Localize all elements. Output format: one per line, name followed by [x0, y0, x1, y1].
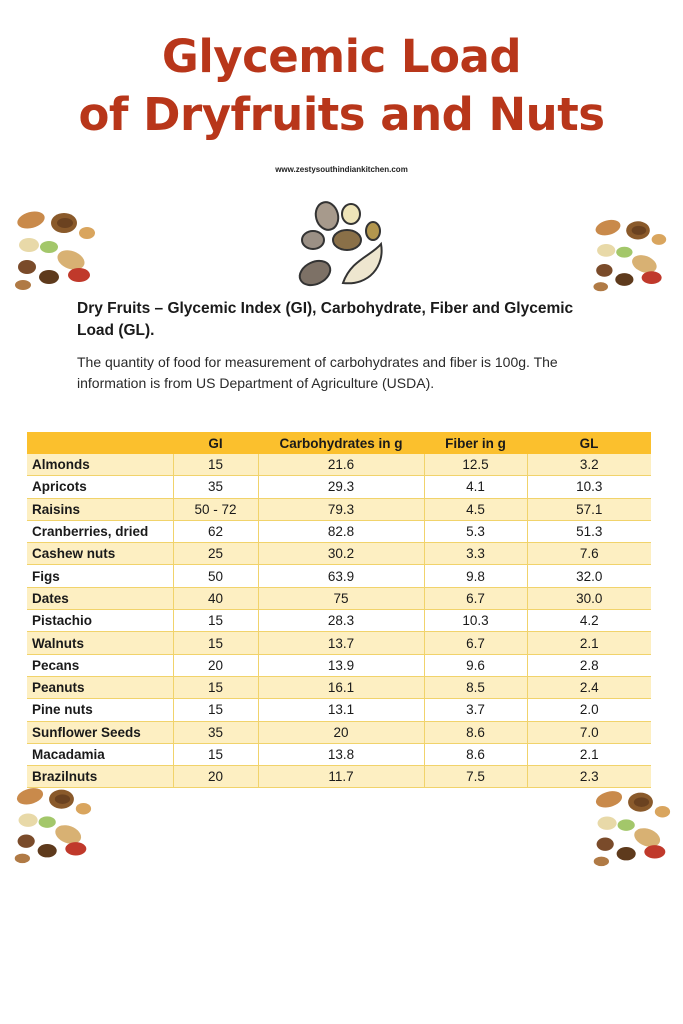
table-row	[27, 721, 651, 743]
cell-carbohydrates: 11.7	[258, 766, 424, 788]
table-row	[27, 610, 651, 632]
table-header-row	[27, 432, 651, 454]
cell-carbohydrates: 13.9	[258, 654, 424, 676]
cell-fiber: 9.8	[424, 565, 527, 587]
cell-carbohydrates: 28.3	[258, 610, 424, 632]
section-heading: Dry Fruits – Glycemic Index (GI), Carbohydrate, Fiber and Glycemic Load (GL).	[77, 300, 574, 339]
table-row	[27, 654, 651, 676]
cell-gl: 2.3	[527, 766, 651, 788]
cell-food: Raisins	[27, 498, 173, 520]
cell-gi: 20	[173, 654, 258, 676]
cell-fiber: 8.6	[424, 743, 527, 765]
table-row	[27, 454, 651, 476]
cell-food: Peanuts	[27, 676, 173, 698]
cell-gl: 32.0	[527, 565, 651, 587]
cell-carbohydrates: 13.1	[258, 699, 424, 721]
cell-gi: 15	[173, 699, 258, 721]
cell-food: Pecans	[27, 654, 173, 676]
cell-carbohydrates: 13.7	[258, 632, 424, 654]
cell-carbohydrates: 21.6	[258, 454, 424, 476]
table-row	[27, 676, 651, 698]
table-body	[27, 454, 651, 788]
header-carbohydrates: Carbohydrates in g	[258, 432, 424, 454]
cell-gl: 10.3	[527, 476, 651, 498]
cell-fiber: 9.6	[424, 654, 527, 676]
cell-gl: 2.8	[527, 654, 651, 676]
cell-carbohydrates: 82.8	[258, 520, 424, 542]
nuts-outline-icon	[293, 198, 389, 294]
cell-carbohydrates: 29.3	[258, 476, 424, 498]
cell-carbohydrates: 16.1	[258, 676, 424, 698]
cell-carbohydrates: 63.9	[258, 565, 424, 587]
table-row	[27, 743, 651, 765]
title-line-2: of Dryfruits and Nuts	[78, 88, 605, 141]
cell-gi: 15	[173, 632, 258, 654]
table-row	[27, 543, 651, 565]
nuts-cluster-illustration	[588, 214, 668, 294]
glycemic-load-table	[27, 432, 651, 788]
cell-carbohydrates: 79.3	[258, 498, 424, 520]
cell-gi: 15	[173, 743, 258, 765]
cell-gl: 2.1	[527, 743, 651, 765]
cell-gl: 2.1	[527, 632, 651, 654]
cell-gi: 35	[173, 476, 258, 498]
cell-food: Sunflower Seeds	[27, 721, 173, 743]
cell-carbohydrates: 20	[258, 721, 424, 743]
nuts-cluster-illustration	[9, 205, 97, 293]
cell-fiber: 8.5	[424, 676, 527, 698]
header-gi: GI	[173, 432, 258, 454]
cell-fiber: 4.1	[424, 476, 527, 498]
cell-gi: 20	[173, 766, 258, 788]
section-description: The quantity of food for measurement of carbohydrates and fiber is 100g. The information is from US Department of Agriculture (USDA).	[77, 354, 558, 391]
cell-food: Apricots	[27, 476, 173, 498]
table-row	[27, 476, 651, 498]
cell-gi: 15	[173, 454, 258, 476]
cell-gl: 7.0	[527, 721, 651, 743]
cell-fiber: 4.5	[424, 498, 527, 520]
cell-food: Almonds	[27, 454, 173, 476]
cell-food: Macadamia	[27, 743, 173, 765]
nuts-cluster-illustration	[9, 782, 93, 866]
cell-food: Figs	[27, 565, 173, 587]
table-row	[27, 498, 651, 520]
cell-fiber: 7.5	[424, 766, 527, 788]
cell-fiber: 8.6	[424, 721, 527, 743]
table-row	[27, 699, 651, 721]
cell-fiber: 6.7	[424, 587, 527, 609]
cell-gi: 25	[173, 543, 258, 565]
cell-gl: 4.2	[527, 610, 651, 632]
cell-gl: 3.2	[527, 454, 651, 476]
cell-food: Dates	[27, 587, 173, 609]
table-row	[27, 565, 651, 587]
cell-food: Cashew nuts	[27, 543, 173, 565]
website-url: www.zestysouthindiankitchen.com	[275, 165, 408, 174]
table-row	[27, 587, 651, 609]
cell-gi: 50 - 72	[173, 498, 258, 520]
cell-food: Pine nuts	[27, 699, 173, 721]
header-food	[27, 432, 173, 454]
cell-food: Walnuts	[27, 632, 173, 654]
cell-gl: 2.4	[527, 676, 651, 698]
cell-gi: 50	[173, 565, 258, 587]
header-gl: GL	[527, 432, 651, 454]
cell-fiber: 10.3	[424, 610, 527, 632]
cell-gi: 15	[173, 610, 258, 632]
table-row	[27, 766, 651, 788]
cell-carbohydrates: 13.8	[258, 743, 424, 765]
cell-carbohydrates: 75	[258, 587, 424, 609]
cell-fiber: 6.7	[424, 632, 527, 654]
cell-gi: 62	[173, 520, 258, 542]
cell-food: Pistachio	[27, 610, 173, 632]
cell-gl: 57.1	[527, 498, 651, 520]
table-row	[27, 520, 651, 542]
cell-fiber: 3.3	[424, 543, 527, 565]
title-line-1: Glycemic Load	[161, 30, 522, 83]
cell-fiber: 12.5	[424, 454, 527, 476]
cell-gi: 40	[173, 587, 258, 609]
cell-carbohydrates: 30.2	[258, 543, 424, 565]
nuts-cluster-illustration	[588, 785, 672, 869]
cell-gi: 15	[173, 676, 258, 698]
cell-food: Brazilnuts	[27, 766, 173, 788]
cell-gl: 30.0	[527, 587, 651, 609]
header-fiber: Fiber in g	[424, 432, 527, 454]
cell-food: Cranberries, dried	[27, 520, 173, 542]
table-row	[27, 632, 651, 654]
cell-gi: 35	[173, 721, 258, 743]
cell-fiber: 3.7	[424, 699, 527, 721]
cell-gl: 51.3	[527, 520, 651, 542]
cell-fiber: 5.3	[424, 520, 527, 542]
page-title	[0, 28, 683, 144]
cell-gl: 7.6	[527, 543, 651, 565]
cell-gl: 2.0	[527, 699, 651, 721]
